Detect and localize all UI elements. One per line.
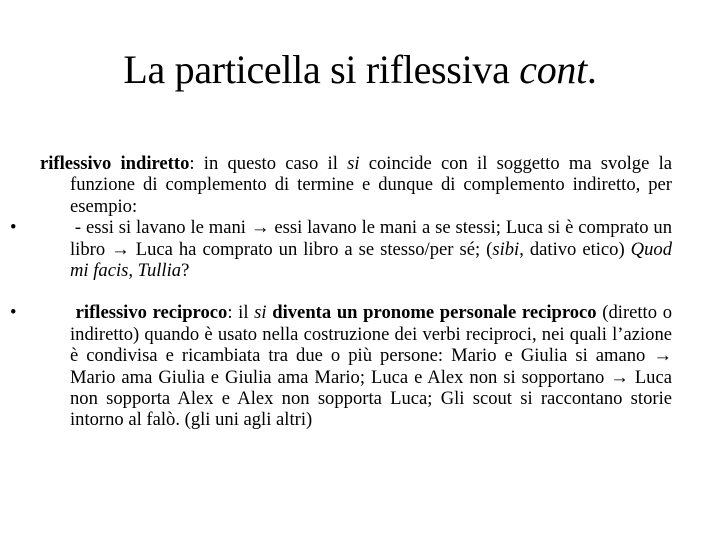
si-italic: si: [347, 153, 360, 174]
example-text: ?: [181, 260, 190, 282]
example-text: , dativo etico): [519, 238, 631, 260]
text-segment: : in questo caso il: [189, 153, 348, 174]
slide-body: [10, 153, 673, 431]
paragraph-riflessivo-reciproco: • riflessivo reciproco: il si diventa un pronome personale reciproco (diretto o indiretto) quando è usato nella costruzione dei verbi reciproci, nei quali l’azione è condivisa e ricambiata tra due o più persone: Mario e Giulia si amano → Mario ama Giulia e Giulia ama Mario; Luca e Alex non si sopportano → Luca non sopporta Alex e Alex non sopporta Luca; Gli scout si raccontano storie intorno al falò. (gli uni agli altri): [10, 302, 672, 431]
spacer: [40, 281, 672, 302]
term-riflessivo-indiretto: riflessivo indiretto: [40, 153, 190, 174]
text-segment: (diretto o indiretto) quando è usato nella costruzione dei verbi reciproci, nei quali l’azione è condivisa e ricambiata tra due o più persone: Mario e Giulia si amano → Mario ama Giulia e Giulia ama Mario; Luca e Alex non si sopportano → Luca non sopporta Alex e Alex non sopporta Luca; Gli scout si raccontano storie intorno al falò. (gli uni agli altri): [70, 302, 672, 431]
term-riflessivo-reciproco: riflessivo reciproco: [70, 302, 228, 324]
si-italic: si: [254, 302, 267, 324]
text-segment: coincide con il soggetto ma svolge la funzione di complemento di termine e dunque di complemento indiretto, per esempio:: [70, 153, 673, 217]
paragraph-riflessivo-indiretto: [40, 153, 672, 217]
slide-title: [0, 44, 720, 96]
title-end: .: [586, 47, 597, 92]
sibi-italic: sibi: [492, 238, 520, 260]
bold-segment: diventa un pronome personale reciproco: [266, 302, 597, 324]
text-segment: : il: [227, 302, 255, 324]
example-bullet: • - essi si lavano le mani → essi lavano le mani a se stessi; Luca si è comprato un libro → Luca ha comprato un libro a se stesso/per sé; (sibi, dativo etico) Quod mi facis, Tullia?: [10, 217, 672, 282]
example-text: - essi si lavano le mani → essi lavano le mani a se stessi; Luca si è comprato un libro → Luca ha comprato un libro a se stesso/per sé; (: [70, 217, 672, 260]
latin-quote: Quod mi facis, Tullia: [70, 238, 672, 282]
title-italic: cont: [519, 47, 587, 92]
title-main: La particella si riflessiva: [123, 47, 520, 92]
